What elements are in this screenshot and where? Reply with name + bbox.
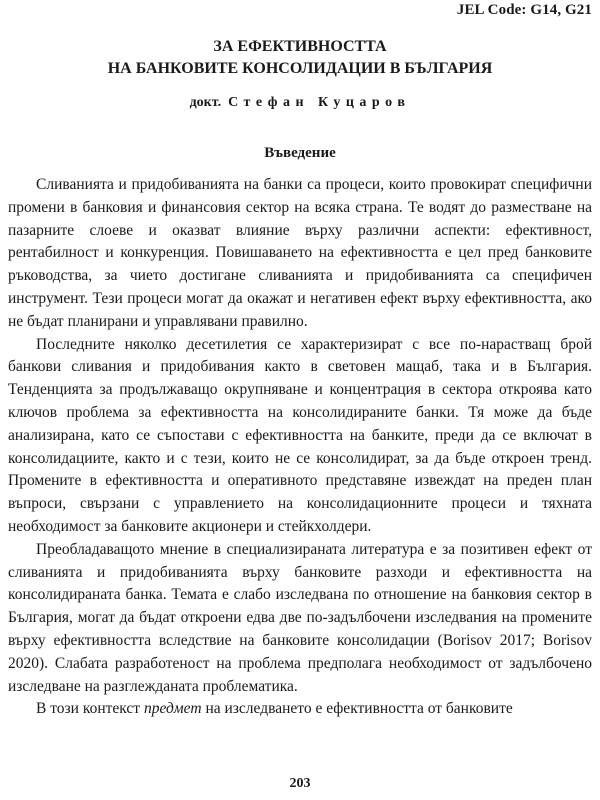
section-heading: Въведение <box>264 145 336 161</box>
page-number: 203 <box>289 776 311 791</box>
author-name: Стефан Куцаров <box>228 95 411 110</box>
body-text <box>8 174 592 721</box>
author-degree: докт. <box>189 95 222 110</box>
paragraph-2: Последните няколко десетилетия се характеризират с все по-нарастващ брой банкови сливания и придобивания както в световен мащаб, така и в България. Тенденцията за продължаващо окрупняване и концентрация в сектора откроява като ключов проблема за ефективността на консолидираните банки. Тя може да бъде анализирана, като се съпостави с ефективността на банките, преди да се включат в консолидациите, както и с тези, които не се консолидират, за да бъде откроен тренд. Промените в ефективността и оперативното представяне извеждат на преден план въпроси, свързани с управлението на консолидационните процеси и тяхната необходимост за банковите акционери и стейкхолдери. <box>8 335 592 535</box>
title-line-2: НА БАНКОВИТЕ КОНСОЛИДАЦИИ В БЪЛГАРИЯ <box>107 60 493 77</box>
author-line <box>0 95 600 111</box>
paragraph-3: Преобладаващото мнение в специализираната литература е за позитивен ефект от сливанията и придобиванията върху банковите разходи и ефективността на консолидираната банка. Темата е слабо изследвана по отношение на банковия сектор в България, могат да бъдат откроени едва две по-задълбочени изследвания на промените върху ефективността вследствие на банковите консолидации (Borisov 2017; Borisov 2020). Слабата разработеност на проблема предполага необходимост от задълбочено изследване на разглежданата проблематика. <box>8 540 592 695</box>
jel-code: JEL Code: G14, G21 <box>456 2 592 18</box>
article-title <box>0 36 600 80</box>
paragraph-4-end: на изследването е ефективността от банковите <box>201 700 513 718</box>
paragraph-1: Сливанията и придобиванията на банки са процеси, които провокират специфични промени в банковия и финансовия сектор на всяка страна. Те водят до разместване на пазарните слоеве и оказват влияние върху различни аспекти: ефективност, рентабилност и конкуренция. Повишаването на ефективността е цел пред банковите ръководства, за чието достигане сливанията и придобиванията са специфичен инструмент. Тези процеси могат да окажат и негативен ефект върху ефективността, ако не бъдат планирани и управлявани правилно. <box>8 176 592 330</box>
paragraph-4 <box>8 698 592 721</box>
title-line-1: ЗА ЕФЕКТИВНОСТТА <box>213 38 387 55</box>
paragraph-4-start: В този контекст <box>36 700 144 718</box>
paragraph-4-emphasis: предмет <box>143 700 202 718</box>
